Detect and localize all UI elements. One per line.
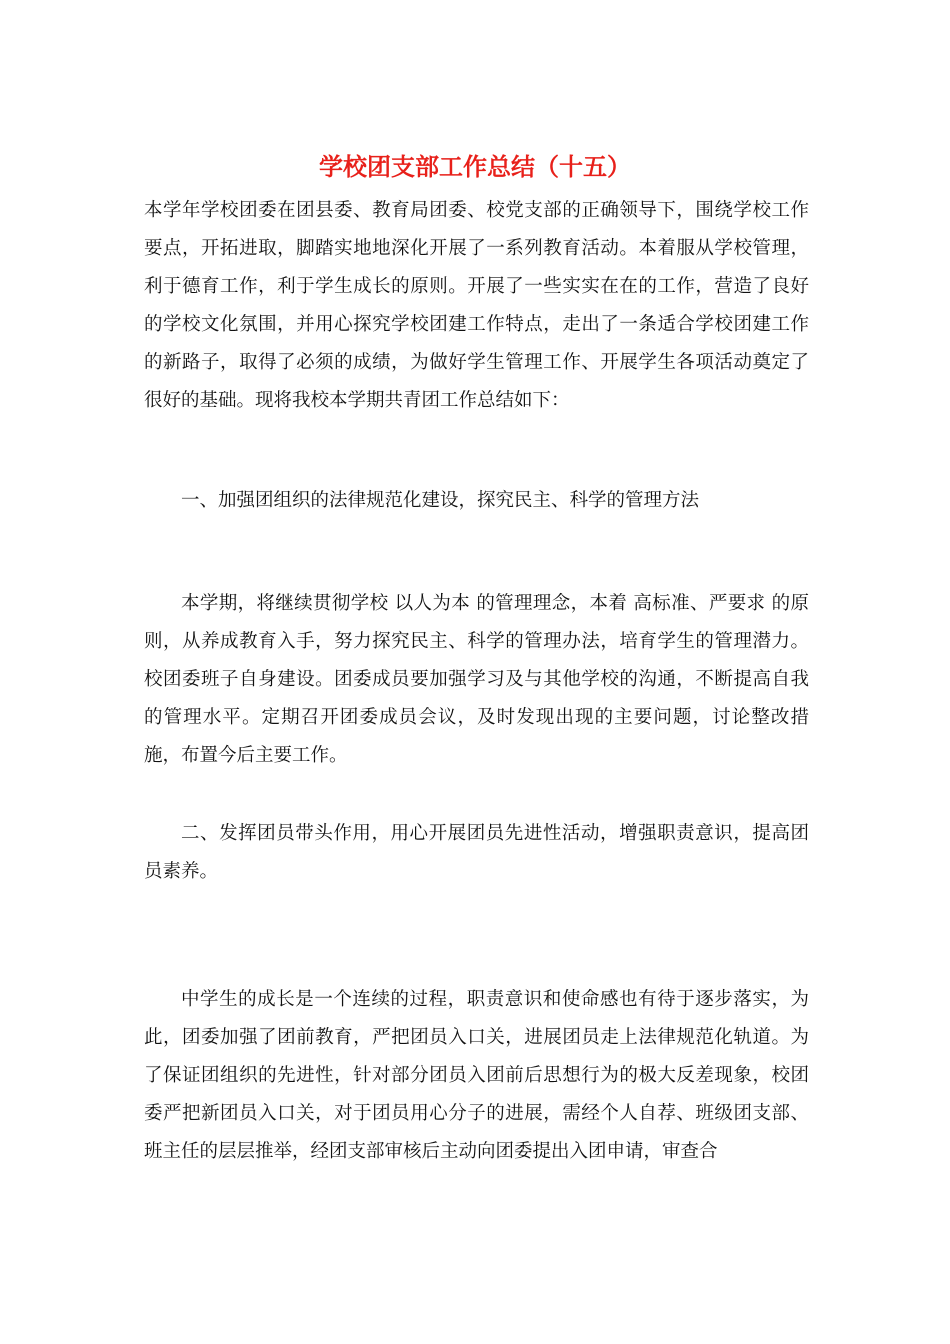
section-2-heading: 二、发挥团员带头作用，用心开展团员先进性活动，增强职责意识，提高团员素养。 <box>144 823 809 882</box>
intro-paragraph: 本学年学校团委在团县委、教育局团委、校党支部的正确领导下，围绕学校工作要点，开拓进取，脚踏实地地深化开展了一系列教育活动。本着服从学校管理，利于德育工作，利于学生成长的原则。开展了一些实实在在的工作，营造了良好的学校文化氛围，并用心探究学校团建工作特点，走出了一条适合学校团建工作的新路子，取得了必须的成绩，为做好学生管理工作、开展学生各项活动奠定了很好的基础。现将我校本学期共青团工作总结如下： <box>144 200 809 411</box>
section-1-heading: 一、加强团组织的法律规范化建设，探究民主、科学的管理方法 <box>181 490 700 511</box>
section-2-body: 中学生的成长是一个连续的过程，职责意识和使命感也有待于逐步落实，为此，团委加强了团前教育，严把团员入口关，进展团员走上法律规范化轨道。为了保证团组织的先进性，针对部分团员入团前后思想行为的极大反差现象，校团委严把新团员入口关，对于团员用心分子的进展，需经个人自荐、班级团支部、班主任的层层推举，经团支部审核后主动向团委提出入团申请，审查合 <box>144 989 809 1162</box>
section-1-body: 本学期，将继续贯彻学校 以人为本 的管理理念，本着 高标准、严要求 的原则，从养成教育入手，努力探究民主、科学的管理办法，培育学生的管理潜力。校团委班子自身建设。团委成员要加强学习及与其他学校的沟通，不断提高自我的管理水平。定期召开团委成员会议，及时发现出现的主要问题，讨论整改措施，布置今后主要工作。 <box>144 593 809 766</box>
document-title: 学校团支部工作总结（十五） <box>319 152 631 181</box>
